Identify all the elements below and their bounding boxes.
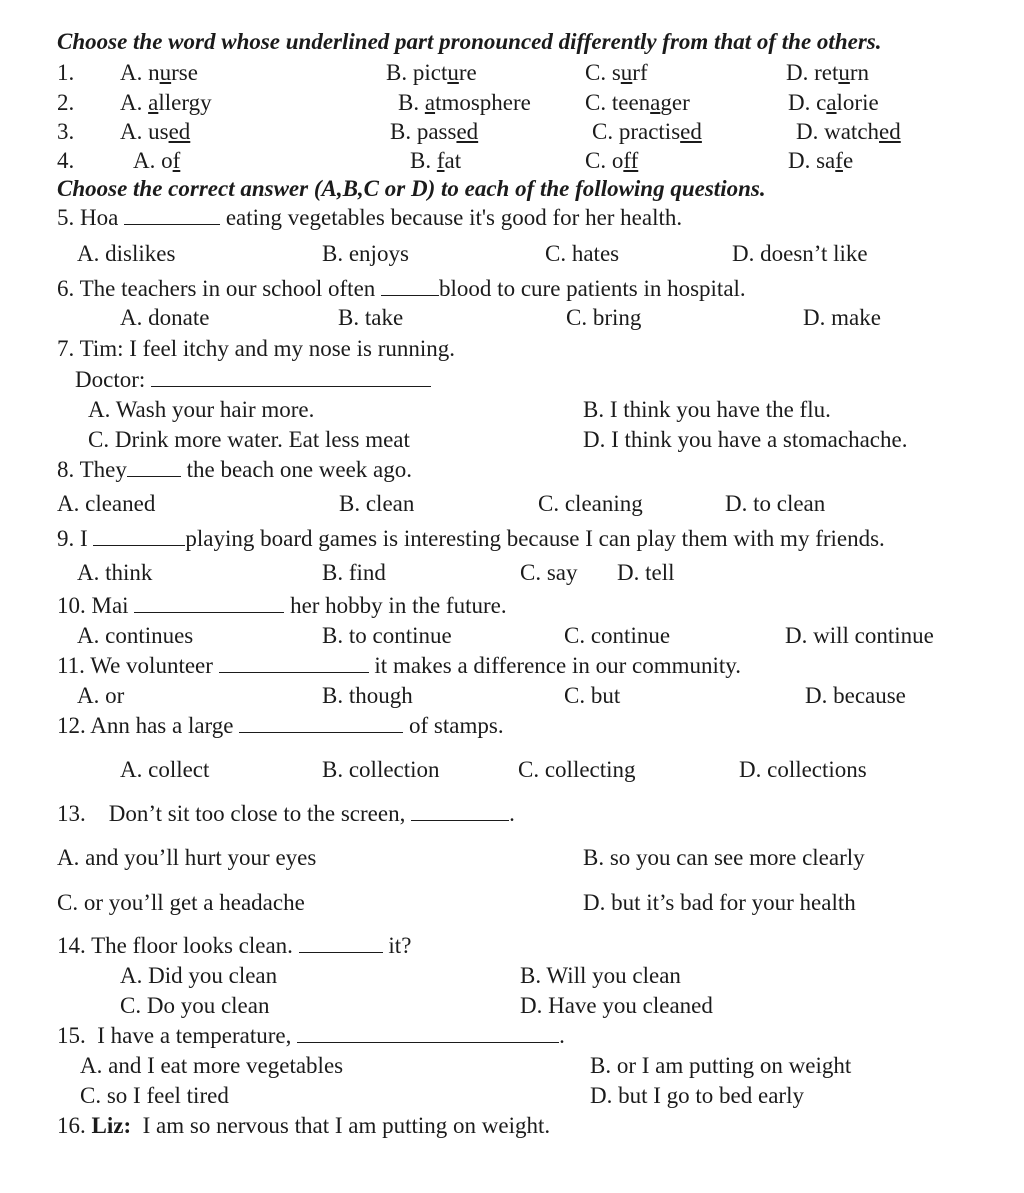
underlined-part: ed xyxy=(879,119,901,144)
option-c[interactable]: C. but xyxy=(564,683,621,708)
option-d[interactable]: D. but I go to bed early xyxy=(590,1083,804,1108)
option-d[interactable]: D. watched xyxy=(796,119,901,144)
question-5: 5. Hoa eating vegetables because it's good for her health. xyxy=(57,205,683,230)
option-b[interactable]: B. I think you have the flu. xyxy=(583,397,831,422)
answer-blank[interactable] xyxy=(127,458,181,477)
option-d[interactable]: D. doesn’t like xyxy=(732,241,868,266)
question-2 xyxy=(0,91,1024,121)
option-b[interactable]: B. enjoys xyxy=(322,241,409,266)
underlined-part: f xyxy=(172,148,181,173)
question-14-options-row2 xyxy=(0,994,1024,1024)
option-d[interactable]: D. I think you have a stomachache. xyxy=(583,427,908,452)
option-c[interactable]: C. teenager xyxy=(585,90,690,115)
question-8-options xyxy=(0,492,1024,522)
option-b[interactable]: B. fat xyxy=(410,148,462,173)
question-7: 7. Tim: I feel itchy and my nose is running. xyxy=(57,336,456,361)
underlined-part: ed xyxy=(456,119,479,144)
option-b[interactable]: B. atmosphere xyxy=(398,90,531,115)
underlined-part: ed xyxy=(168,119,191,144)
option-d[interactable]: D. safe xyxy=(788,148,854,173)
question-15: 15. I have a temperature, . xyxy=(57,1023,565,1048)
option-a[interactable]: A. Did you clean xyxy=(120,963,278,988)
question-7-options-row1 xyxy=(0,398,1024,428)
question-12: 12. Ann has a large of stamps. xyxy=(57,713,504,738)
option-d[interactable]: D. but it’s bad for your health xyxy=(583,890,856,915)
option-d[interactable]: D. calorie xyxy=(788,90,879,115)
option-a[interactable]: A. nurse xyxy=(120,60,198,85)
option-b[interactable]: B. picture xyxy=(386,60,477,85)
option-b[interactable]: B. or I am putting on weight xyxy=(590,1053,852,1078)
question-7-options-row2 xyxy=(0,428,1024,458)
option-d[interactable]: D. because xyxy=(805,683,906,708)
question-6-options xyxy=(0,306,1024,336)
underlined-part: u xyxy=(620,60,633,85)
underlined-part: ed xyxy=(680,119,702,144)
question-number: 1. xyxy=(57,60,75,85)
question-13-options-row2 xyxy=(0,891,1024,921)
option-c[interactable]: C. collecting xyxy=(518,757,636,782)
section2-heading: Choose the correct answer (A,B,C or D) to each of the following questions. xyxy=(57,176,766,201)
question-11: 11. We volunteer it makes a difference in our community. xyxy=(57,653,742,678)
option-b[interactable]: B. collection xyxy=(322,757,440,782)
question-7-doctor: Doctor: xyxy=(0,368,1024,398)
question-1 xyxy=(0,61,1024,91)
option-c[interactable]: C. so I feel tired xyxy=(80,1083,229,1108)
option-b[interactable]: B. passed xyxy=(390,119,479,144)
question-16: 16. Liz: I am so nervous that I am putting on weight. xyxy=(57,1113,551,1138)
section1-heading: Choose the word whose underlined part pronounced differently from that of the others. xyxy=(57,29,882,54)
question-6: 6. The teachers in our school often blood to cure patients in hospital. xyxy=(57,276,746,301)
option-a[interactable]: A. continues xyxy=(77,623,194,648)
question-11-options xyxy=(0,684,1024,714)
question-10: 10. Mai her hobby in the future. xyxy=(57,593,507,618)
option-c[interactable]: C. off xyxy=(585,148,639,173)
option-a[interactable]: A. of xyxy=(133,148,181,173)
option-a[interactable]: A. Wash your hair more. xyxy=(88,397,315,422)
option-c[interactable]: C. Do you clean xyxy=(120,993,270,1018)
option-d[interactable]: D. make xyxy=(803,305,881,330)
option-c[interactable]: C. surf xyxy=(585,60,648,85)
option-b[interactable]: B. Will you clean xyxy=(520,963,681,988)
answer-blank[interactable] xyxy=(134,594,284,613)
question-10-options xyxy=(0,624,1024,654)
option-b[interactable]: B. clean xyxy=(339,491,415,516)
underlined-part: a xyxy=(826,90,837,115)
question-15-options-row2 xyxy=(0,1084,1024,1114)
answer-blank[interactable] xyxy=(297,1024,559,1043)
option-b[interactable]: B. find xyxy=(322,560,386,585)
question-number: 4. xyxy=(57,148,75,173)
answer-blank[interactable] xyxy=(239,714,403,733)
option-a[interactable]: A. used xyxy=(120,119,191,144)
question-12-options xyxy=(0,758,1024,788)
underlined-part: f xyxy=(436,148,445,173)
question-13: 13. Don’t sit too close to the screen, . xyxy=(57,801,515,826)
question-13-options-row1 xyxy=(0,846,1024,876)
question-9: 9. I playing board games is interesting because I can play them with my friends. xyxy=(57,526,885,551)
option-a[interactable]: A. allergy xyxy=(120,90,212,115)
option-d[interactable]: D. will continue xyxy=(785,623,934,648)
answer-blank[interactable] xyxy=(219,654,369,673)
answer-blank[interactable] xyxy=(151,368,431,387)
option-c[interactable]: C. continue xyxy=(564,623,671,648)
option-c[interactable]: C. bring xyxy=(566,305,642,330)
question-15-options-row1 xyxy=(0,1054,1024,1084)
underlined-part: ff xyxy=(623,148,639,173)
question-14: 14. The floor looks clean. it? xyxy=(57,933,412,958)
option-b[interactable]: B. so you can see more clearly xyxy=(583,845,865,870)
option-c[interactable]: C. or you’ll get a headache xyxy=(57,890,305,915)
speaker-label: Liz: xyxy=(91,1113,132,1138)
underlined-part: u xyxy=(838,60,850,85)
underlined-part: u xyxy=(447,60,459,85)
question-number: 2. xyxy=(57,90,75,115)
question-5-options xyxy=(0,242,1024,272)
underlined-part: f xyxy=(835,148,843,173)
option-c[interactable]: C. hates xyxy=(545,241,620,266)
option-a[interactable]: A. think xyxy=(77,560,153,585)
option-b[interactable]: B. though xyxy=(322,683,413,708)
answer-blank[interactable] xyxy=(299,934,383,953)
option-c[interactable]: C. cleaning xyxy=(538,491,643,516)
option-d[interactable]: D. tell xyxy=(617,560,675,585)
option-d[interactable]: D. collections xyxy=(739,757,867,782)
option-c[interactable]: C. Drink more water. Eat less meat xyxy=(88,427,410,452)
option-a[interactable]: A. donate xyxy=(120,305,210,330)
answer-blank[interactable] xyxy=(381,277,439,296)
option-d[interactable]: D. Have you cleaned xyxy=(520,993,713,1018)
option-a[interactable]: A. dislikes xyxy=(77,241,176,266)
option-d[interactable]: D. return xyxy=(786,60,870,85)
option-c[interactable]: C. say xyxy=(520,560,578,585)
underlined-part: a xyxy=(424,90,436,115)
question-4 xyxy=(0,149,1024,179)
underlined-part: a xyxy=(148,90,159,115)
option-a[interactable]: A. and I eat more vegetables xyxy=(80,1053,344,1078)
question-number: 3. xyxy=(57,119,75,144)
option-a[interactable]: A. and you’ll hurt your eyes xyxy=(57,845,317,870)
question-8: 8. They the beach one week ago. xyxy=(57,457,413,482)
underlined-part: a xyxy=(650,90,661,115)
answer-blank[interactable] xyxy=(93,527,185,546)
option-a[interactable]: A. cleaned xyxy=(57,491,156,516)
option-b[interactable]: B. to continue xyxy=(322,623,452,648)
underlined-part: u xyxy=(159,60,172,85)
question-9-options xyxy=(0,561,1024,591)
option-d[interactable]: D. to clean xyxy=(725,491,826,516)
question-14-options-row1 xyxy=(0,964,1024,994)
option-b[interactable]: B. take xyxy=(338,305,404,330)
answer-blank[interactable] xyxy=(411,802,509,821)
option-c[interactable]: C. practised xyxy=(592,119,702,144)
option-a[interactable]: A. collect xyxy=(120,757,210,782)
question-3 xyxy=(0,120,1024,150)
answer-blank[interactable] xyxy=(124,206,220,225)
option-a[interactable]: A. or xyxy=(77,683,125,708)
